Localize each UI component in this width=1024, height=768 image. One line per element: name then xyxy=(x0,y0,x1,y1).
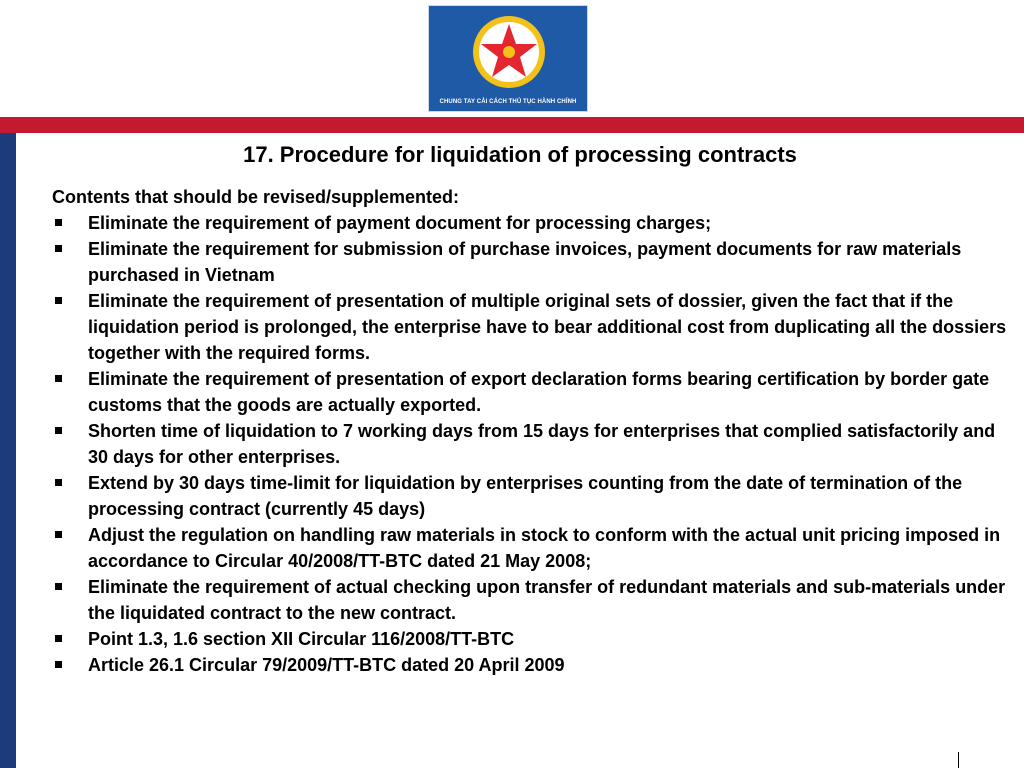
bullet-icon xyxy=(55,661,62,668)
list-item-text: Eliminate the requirement of presentation of export declaration forms bearing certification by border gate customs that the goods are actually exported. xyxy=(88,369,990,415)
bullet-list xyxy=(52,210,1012,678)
lead-text: Contents that should be revised/supplemented: xyxy=(52,187,460,207)
bullet-icon xyxy=(55,427,62,434)
list-item-text: Eliminate the requirement of presentation of multiple original sets of dossier, given the fact that if the liquidation period is prolonged, the enterprise have to bear additional cost from duplicating all the dossiers together with the required forms. xyxy=(88,291,1007,363)
slide-content xyxy=(52,184,1012,678)
logo xyxy=(428,5,588,112)
list-item xyxy=(52,522,1012,574)
list-item xyxy=(52,574,1012,626)
list-item-text: Point 1.3, 1.6 section XII Circular 116/2008/TT-BTC xyxy=(88,629,515,649)
list-item xyxy=(52,652,1012,678)
bullet-icon xyxy=(55,297,62,304)
list-item-text: Extend by 30 days time-limit for liquidation by enterprises counting from the date of termination of the processing contract (currently 45 days) xyxy=(88,473,963,519)
list-item xyxy=(52,418,1012,470)
logo-caption: CHUNG TAY CẢI CÁCH THỦ TỤC HÀNH CHÍNH xyxy=(439,99,577,105)
list-item xyxy=(52,236,1012,288)
list-item xyxy=(52,210,1012,236)
list-item-text: Adjust the regulation on handling raw materials in stock to conform with the actual unit pricing imposed in accordance to Circular 40/2008/TT-BTC dated 21 May 2008; xyxy=(88,525,1001,571)
list-item xyxy=(52,288,1012,366)
bullet-icon xyxy=(55,219,62,226)
bullet-icon xyxy=(55,635,62,642)
page-title: 17. Procedure for liquidation of processing contracts xyxy=(243,142,797,167)
star-emblem-icon xyxy=(429,6,589,113)
list-item-text: Eliminate the requirement of payment document for processing charges; xyxy=(88,213,712,233)
list-item-text: Eliminate the requirement of actual checking upon transfer of redundant materials and sub-materials under the liquidated contract to the new contract. xyxy=(88,577,1006,623)
list-item xyxy=(52,626,1012,652)
list-item-text: Eliminate the requirement for submission of purchase invoices, payment documents for raw materials purchased in Vietnam xyxy=(88,239,962,285)
top-accent-bar xyxy=(0,117,1024,133)
bullet-icon xyxy=(55,479,62,486)
footer-divider xyxy=(958,752,959,768)
left-accent-bar xyxy=(0,133,16,768)
bullet-icon xyxy=(55,375,62,382)
list-item-text: Shorten time of liquidation to 7 working days from 15 days for enterprises that complied satisfactorily and 30 days for other enterprises. xyxy=(88,421,996,467)
list-item-text: Article 26.1 Circular 79/2009/TT-BTC dated 20 April 2009 xyxy=(88,655,565,675)
bullet-icon xyxy=(55,531,62,538)
bullet-icon xyxy=(55,583,62,590)
list-item xyxy=(52,366,1012,418)
bullet-icon xyxy=(55,245,62,252)
list-item xyxy=(52,470,1012,522)
